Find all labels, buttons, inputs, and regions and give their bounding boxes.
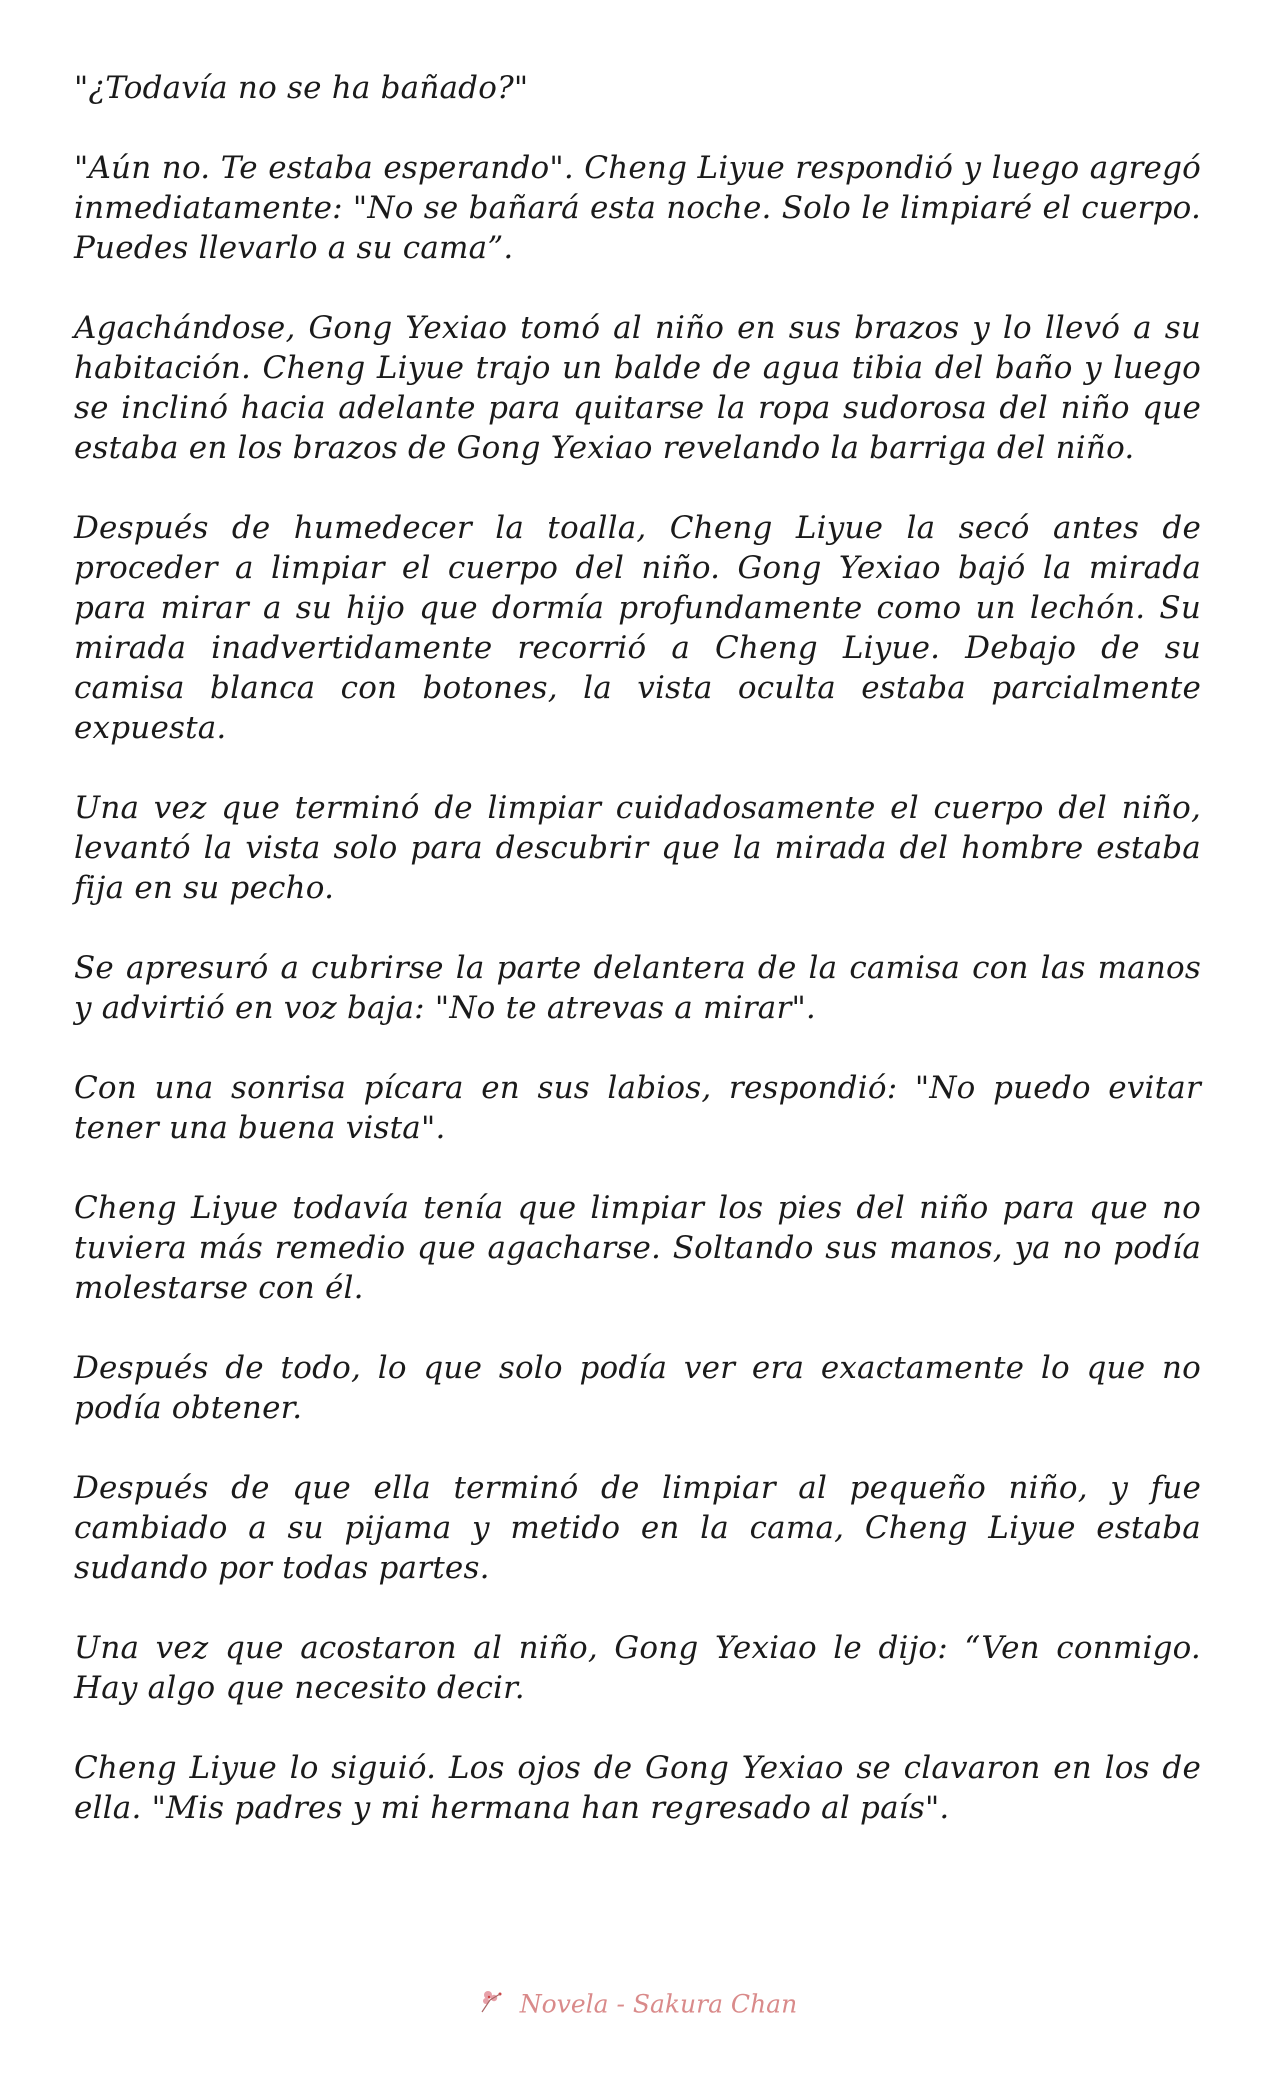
paragraph-11: Una vez que acostaron al niño, Gong Yexiao le dijo: “Ven conmigo. Hay algo que necesito decir. xyxy=(74,1630,1201,1706)
paragraph-5: Una vez que terminó de limpiar cuidadosamente el cuerpo del niño, levantó la vista solo para descubrir que la mirada del hombre estaba fija en su pecho. xyxy=(74,790,1201,906)
paragraph-3: Agachándose, Gong Yexiao tomó al niño en sus brazos y lo llevó a su habitación. Cheng Liyue trajo un balde de agua tibia del baño y luego se inclinó hacia adelante para quitarse la ropa sudorosa del niño que estaba en los brazos de Gong Yexiao revelando la barriga del niño. xyxy=(74,310,1201,466)
sakura-flower-icon xyxy=(478,1986,508,2022)
paragraph-1: "¿Todavía no se ha bañado?" xyxy=(74,70,529,106)
document-body xyxy=(74,68,1201,1868)
paragraph-4: Después de humedecer la toalla, Cheng Liyue la secó antes de proceder a limpiar el cuerpo del niño. Gong Yexiao bajó la mirada para mirar a su hijo que dormía profundamente como un lechón. Su mirada inadvertidamente recorrió a Cheng Liyue. Debajo de su camisa blanca con botones, la vista oculta estaba parcialmente expuesta. xyxy=(74,510,1201,746)
paragraph-2: "Aún no. Te estaba esperando". Cheng Liyue respondió y luego agregó inmediatamente: "No se bañará esta noche. Solo le limpiaré el cuerpo. Puedes llevarlo a su cama”. xyxy=(74,150,1201,266)
paragraph-12: Cheng Liyue lo siguió. Los ojos de Gong Yexiao se clavaron en los de ella. "Mis padres y mi hermana han regresado al país". xyxy=(74,1750,1201,1826)
paragraph-6: Se apresuró a cubrirse la parte delantera de la camisa con las manos y advirtió en voz baja: "No te atrevas a mirar". xyxy=(74,950,1201,1026)
paragraph-8: Cheng Liyue todavía tenía que limpiar los pies del niño para que no tuviera más remedio que agacharse. Soltando sus manos, ya no podía molestarse con él. xyxy=(74,1190,1201,1306)
paragraph-9: Después de todo, lo que solo podía ver era exactamente lo que no podía obtener. xyxy=(74,1350,1201,1426)
paragraph-10: Después de que ella terminó de limpiar al pequeño niño, y fue cambiado a su pijama y metido en la cama, Cheng Liyue estaba sudando por todas partes. xyxy=(74,1470,1201,1586)
paragraph-7: Con una sonrisa pícara en sus labios, respondió: "No puedo evitar tener una buena vista". xyxy=(74,1070,1201,1146)
watermark-footer xyxy=(0,1986,1275,2022)
watermark-text: Novela - Sakura Chan xyxy=(519,1989,798,2019)
